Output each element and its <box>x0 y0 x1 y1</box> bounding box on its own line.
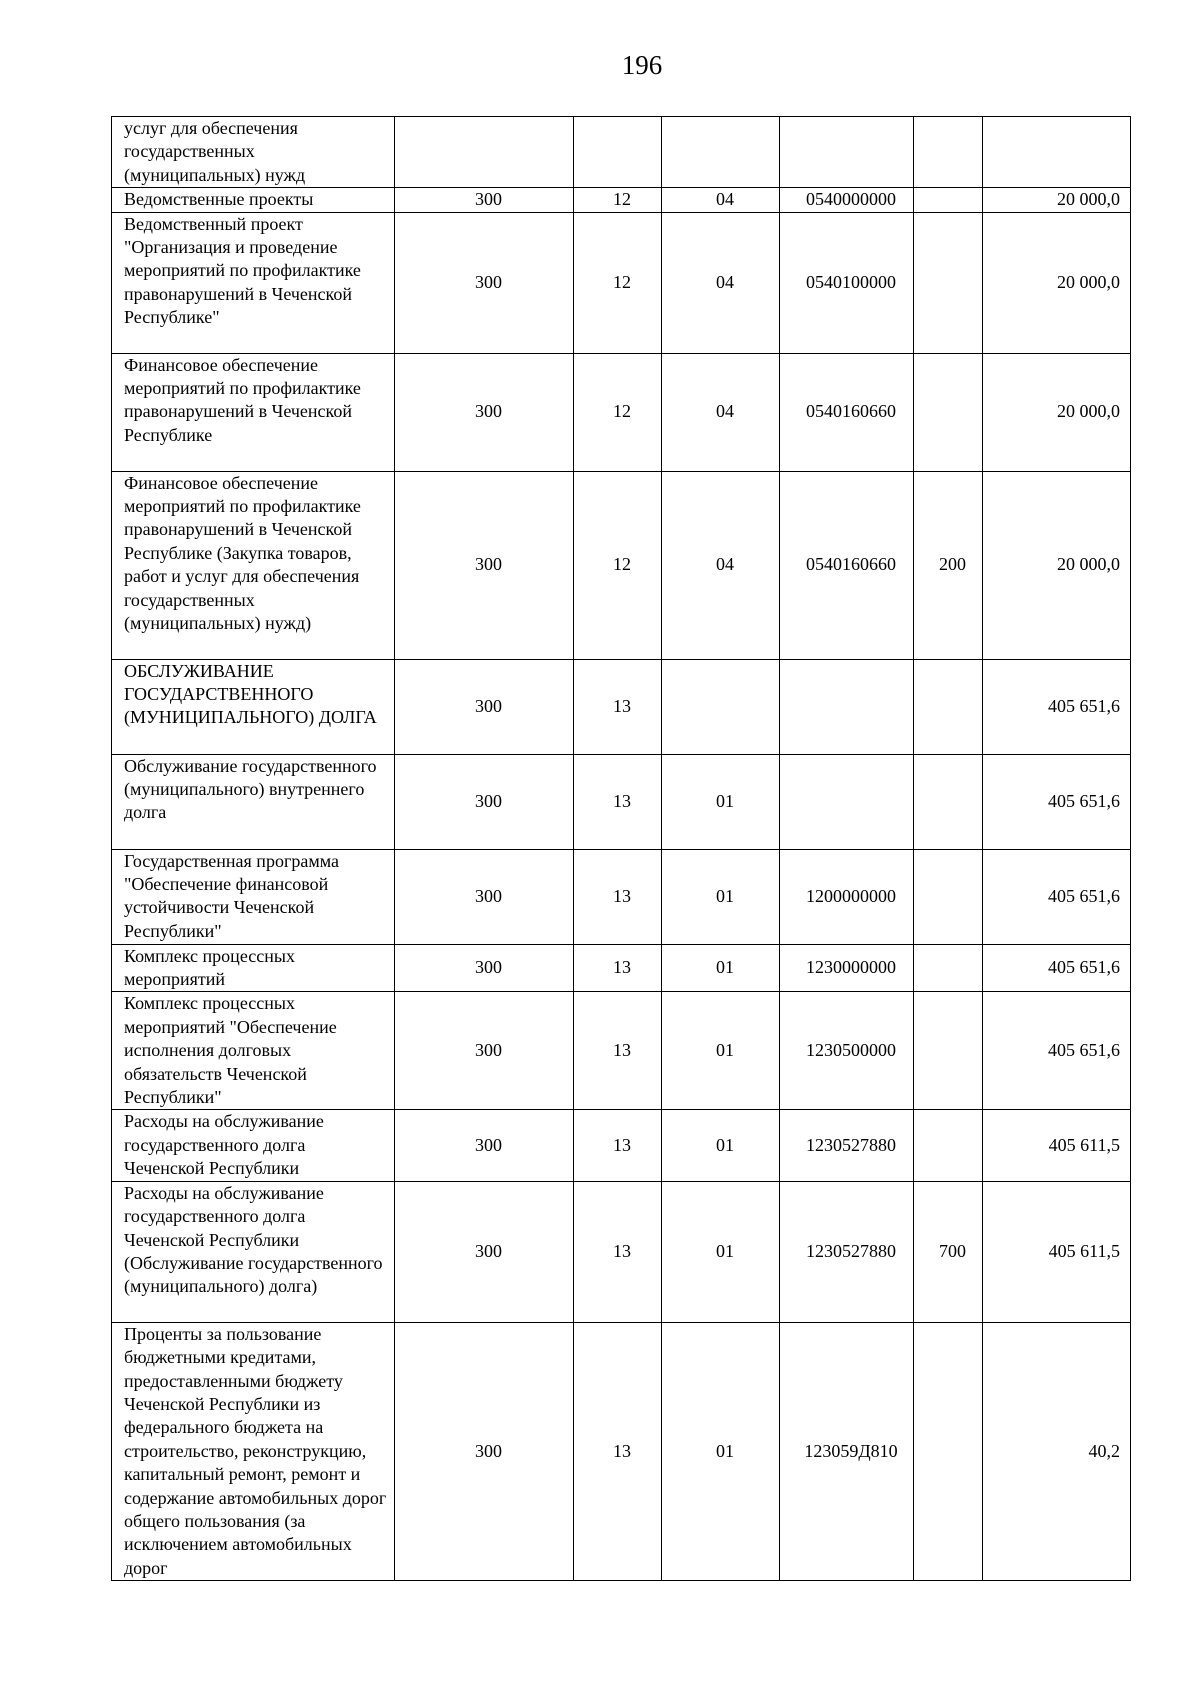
row-subsection-code: 01 <box>662 754 780 849</box>
row-section-code: 12 <box>574 353 662 471</box>
row-subsection-code: 01 <box>662 944 780 992</box>
row-section-code: 13 <box>574 754 662 849</box>
row-expense-type-code <box>914 659 983 754</box>
row-amount: 40,2 <box>983 1322 1131 1580</box>
row-expense-type-code: 700 <box>914 1181 983 1322</box>
row-section-code: 12 <box>574 212 662 353</box>
row-target-article-code: 0540160660 <box>780 471 914 659</box>
table-row <box>112 353 1131 471</box>
row-ministry-code <box>395 117 574 188</box>
row-expense-type-code <box>914 944 983 992</box>
row-section-code <box>574 117 662 188</box>
row-subsection-code: 04 <box>662 212 780 353</box>
row-ministry-code: 300 <box>395 188 574 212</box>
row-expense-type-code <box>914 353 983 471</box>
table-row <box>112 471 1131 659</box>
row-target-article-code: 1230000000 <box>780 944 914 992</box>
row-name: услуг для обеспечения государственных (муниципальных) нужд <box>112 117 395 188</box>
row-section-code: 13 <box>574 849 662 944</box>
table-row <box>112 992 1131 1110</box>
row-expense-type-code <box>914 1110 983 1181</box>
row-expense-type-code <box>914 188 983 212</box>
table-row <box>112 1181 1131 1322</box>
row-amount: 405 651,6 <box>983 849 1131 944</box>
row-target-article-code: 1200000000 <box>780 849 914 944</box>
row-section-code: 13 <box>574 1322 662 1580</box>
row-ministry-code: 300 <box>395 659 574 754</box>
row-target-article-code <box>780 117 914 188</box>
row-expense-type-code: 200 <box>914 471 983 659</box>
row-name: ОБСЛУЖИВАНИЕ ГОСУДАРСТВЕННОГО (МУНИЦИПАЛЬНОГО) ДОЛГА <box>112 659 395 754</box>
row-name: Финансовое обеспечение мероприятий по профилактике правонарушений в Чеченской Республике <box>112 353 395 471</box>
row-name: Комплекс процессных мероприятий <box>112 944 395 992</box>
row-expense-type-code <box>914 992 983 1110</box>
row-amount: 405 651,6 <box>983 944 1131 992</box>
row-amount: 405 651,6 <box>983 659 1131 754</box>
table-row <box>112 212 1131 353</box>
page-number: 196 <box>621 50 663 80</box>
row-expense-type-code <box>914 754 983 849</box>
row-expense-type-code <box>914 1322 983 1580</box>
row-target-article-code: 1230527880 <box>780 1110 914 1181</box>
row-section-code: 13 <box>574 1181 662 1322</box>
row-target-article-code <box>780 659 914 754</box>
row-target-article-code <box>780 754 914 849</box>
row-subsection-code: 04 <box>662 471 780 659</box>
row-section-code: 13 <box>574 659 662 754</box>
row-target-article-code: 1230500000 <box>780 992 914 1110</box>
row-section-code: 13 <box>574 944 662 992</box>
table-row <box>112 1110 1131 1181</box>
row-amount: 20 000,0 <box>983 188 1131 212</box>
row-section-code: 13 <box>574 1110 662 1181</box>
row-subsection-code: 04 <box>662 353 780 471</box>
row-amount: 20 000,0 <box>983 212 1131 353</box>
row-name: Расходы на обслуживание государственного долга Чеченской Республики <box>112 1110 395 1181</box>
row-name: Ведомственный проект "Организация и проведение мероприятий по профилактике правонарушений в Чеченской Республике" <box>112 212 395 353</box>
row-expense-type-code <box>914 117 983 188</box>
row-subsection-code: 01 <box>662 1322 780 1580</box>
row-subsection-code <box>662 659 780 754</box>
row-subsection-code <box>662 117 780 188</box>
row-name: Государственная программа "Обеспечение финансовой устойчивости Чеченской Республики" <box>112 849 395 944</box>
table-row <box>112 117 1131 188</box>
row-section-code: 12 <box>574 471 662 659</box>
row-target-article-code: 0540100000 <box>780 212 914 353</box>
budget-table <box>111 116 1131 1581</box>
row-ministry-code: 300 <box>395 754 574 849</box>
row-ministry-code: 300 <box>395 1322 574 1580</box>
row-target-article-code: 0540000000 <box>780 188 914 212</box>
table-row <box>112 188 1131 212</box>
row-expense-type-code <box>914 212 983 353</box>
row-section-code: 13 <box>574 992 662 1110</box>
row-target-article-code: 1230527880 <box>780 1181 914 1322</box>
row-subsection-code: 01 <box>662 992 780 1110</box>
row-amount: 20 000,0 <box>983 471 1131 659</box>
row-ministry-code: 300 <box>395 992 574 1110</box>
row-ministry-code: 300 <box>395 353 574 471</box>
row-name: Проценты за пользование бюджетными кредитами, предоставленными бюджету Чеченской Республики из федерального бюджета на строительство, реконструкцию, капитальный ремонт, ремонт и содержание автомобильных дорог общего пользования (за исключением автомобильных дорог <box>112 1322 395 1580</box>
row-subsection-code: 01 <box>662 1110 780 1181</box>
row-amount: 405 651,6 <box>983 992 1131 1110</box>
row-subsection-code: 01 <box>662 1181 780 1322</box>
row-target-article-code: 123059Д810 <box>780 1322 914 1580</box>
row-amount: 405 611,5 <box>983 1181 1131 1322</box>
row-amount: 405 611,5 <box>983 1110 1131 1181</box>
table-row <box>112 944 1131 992</box>
table-row <box>112 754 1131 849</box>
row-ministry-code: 300 <box>395 849 574 944</box>
row-subsection-code: 04 <box>662 188 780 212</box>
row-name: Комплекс процессных мероприятий "Обеспечение исполнения долговых обязательств Чеченской Республики" <box>112 992 395 1110</box>
row-expense-type-code <box>914 849 983 944</box>
row-name: Расходы на обслуживание государственного долга Чеченской Республики (Обслуживание государственного (муниципального) долга) <box>112 1181 395 1322</box>
table-row <box>112 659 1131 754</box>
row-ministry-code: 300 <box>395 1181 574 1322</box>
row-ministry-code: 300 <box>395 212 574 353</box>
row-subsection-code: 01 <box>662 849 780 944</box>
row-ministry-code: 300 <box>395 471 574 659</box>
row-name: Ведомственные проекты <box>112 188 395 212</box>
row-target-article-code: 0540160660 <box>780 353 914 471</box>
row-ministry-code: 300 <box>395 1110 574 1181</box>
row-amount: 20 000,0 <box>983 353 1131 471</box>
table-row <box>112 849 1131 944</box>
row-amount: 405 651,6 <box>983 754 1131 849</box>
table-row <box>112 1322 1131 1580</box>
row-amount <box>983 117 1131 188</box>
row-name: Финансовое обеспечение мероприятий по профилактике правонарушений в Чеченской Республике (Закупка товаров, работ и услуг для обеспечения государственных (муниципальных) нужд) <box>112 471 395 659</box>
row-name: Обслуживание государственного (муниципального) внутреннего долга <box>112 754 395 849</box>
row-ministry-code: 300 <box>395 944 574 992</box>
row-section-code: 12 <box>574 188 662 212</box>
